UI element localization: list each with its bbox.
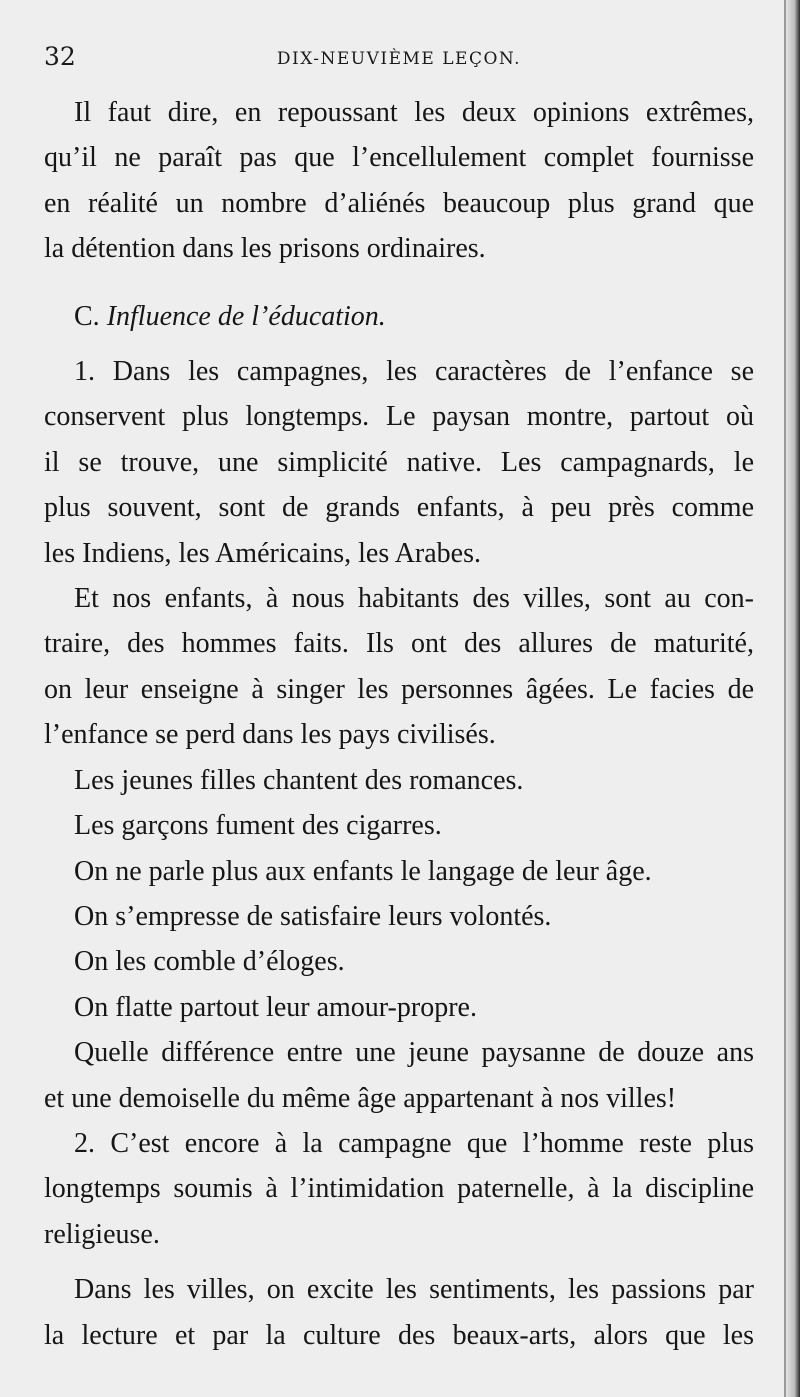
text-line: Les garçons fument des cigarres. <box>74 810 442 842</box>
text-line: On les comble d’éloges. <box>74 946 345 978</box>
text-line: qu’il ne paraît pas que l’encellulement complet fournisse <box>44 142 754 174</box>
text-line: longtemps soumis à l’intimidation paternelle, à la discipline <box>44 1173 754 1205</box>
text-line: la lecture et par la culture des beaux-arts, alors que les <box>44 1319 754 1351</box>
text-line: 2. C’est encore à la campagne que l’homme reste plus <box>74 1127 754 1159</box>
text-line: plus souvent, sont de grands enfants, à peu près comme <box>44 492 754 524</box>
running-head: DIX-NEUVIÈME LEÇON. <box>276 49 522 69</box>
text-line: traire, des hommes faits. Ils ont des allures de maturité, <box>44 628 754 660</box>
page-edge-shadow <box>786 0 800 1397</box>
text-line: Et nos enfants, à nous habitants des villes, sont au con- <box>74 583 754 615</box>
text-line: Il faut dire, en repoussant les deux opinions extrêmes, <box>74 97 754 128</box>
section-heading <box>44 294 754 339</box>
page-number: 32 <box>44 42 76 71</box>
text-line: la détention dans les prisons ordinaires. <box>44 233 486 265</box>
page-header <box>44 40 754 80</box>
text-line: On flatte partout leur amour-propre. <box>74 991 477 1023</box>
text-line: On ne parle plus aux enfants le langage de leur âge. <box>74 855 652 887</box>
body-text <box>44 90 754 1358</box>
text-line: conservent plus longtemps. Le paysan montre, partout où <box>44 401 754 433</box>
text-line: l’enfance se perd dans les pays civilisés. <box>44 719 496 751</box>
text-line: 1. Dans les campagnes, les caractères de l’enfance se <box>74 356 754 388</box>
text-line: Quelle différence entre une jeune paysanne de douze ans <box>74 1037 754 1069</box>
section-heading-prefix: C. <box>74 300 100 332</box>
text-line: Dans les villes, on excite les sentiments, les passions par <box>74 1274 754 1306</box>
text-line: en réalité un nombre d’aliénés beaucoup plus grand que <box>44 187 754 219</box>
text-line: religieuse. <box>44 1218 160 1250</box>
text-line: Les jeunes filles chantent des romances. <box>74 764 524 796</box>
text-line: on leur enseigne à singer les personnes âgées. Le facies de <box>44 673 754 705</box>
text-line: On s’empresse de satisfaire leurs volontés. <box>74 900 552 932</box>
text-line: il se trouve, une simplicité native. Les campagnards, le <box>44 446 754 478</box>
text-line: les Indiens, les Américains, les Arabes. <box>44 537 482 569</box>
section-heading-title: Influence de l’éducation. <box>106 300 386 332</box>
text-line: et une demoiselle du même âge appartenant à nos villes! <box>44 1082 677 1114</box>
